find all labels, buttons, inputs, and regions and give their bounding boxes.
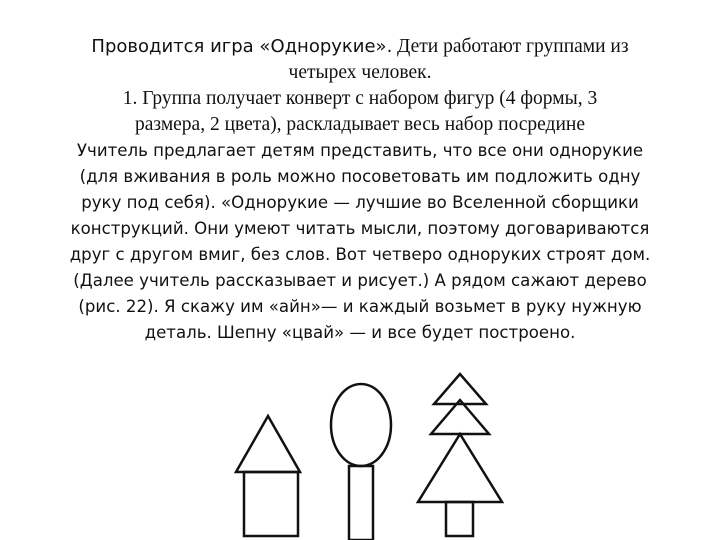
- house-figure: [236, 416, 300, 536]
- trunk-rectangle: [349, 466, 373, 540]
- text-line: четырех человек.: [288, 62, 432, 83]
- tree-figure: [331, 384, 391, 540]
- intro-text: Дети работают группами из: [397, 36, 629, 57]
- house-square: [244, 472, 298, 536]
- text-line: размера, 2 цвета), раскладывает весь набор посредине: [134, 114, 585, 135]
- text-line: друг с другом вмиг, без слов. Вот четверо одноруких строят дом.: [69, 245, 651, 264]
- crown-circle: [331, 384, 391, 466]
- roof-triangle: [236, 416, 300, 472]
- text-line: 1. Группа получает конверт с набором фигур (4 формы, 3: [122, 88, 598, 109]
- text-line: конструкций. Они умеют читать мысли, поэтому договариваются: [70, 219, 650, 238]
- bottom-triangle: [418, 434, 502, 502]
- text-line: деталь. Шепну «цвай» — и все будет построено.: [144, 323, 576, 342]
- fir-tree-figure: [418, 374, 502, 536]
- game-heading: Проводится игра «Однорукие».: [91, 36, 393, 57]
- text-line: (рис. 22). Я скажу им «айн»— и каждый возьмет в руку нужную: [78, 297, 642, 316]
- text-line: руку под себя). «Однорукие — лучшие во Вселенной сборщики: [81, 193, 639, 212]
- fir-trunk: [446, 502, 473, 536]
- text-line: (для вживания в роль можно посоветовать им подложить одну: [79, 167, 641, 186]
- text-line: Учитель предлагает детям представить, что все они однорукие: [76, 141, 644, 160]
- text-line: (Далее учитель рассказывает и рисует.) А рядом сажают дерево: [73, 271, 647, 290]
